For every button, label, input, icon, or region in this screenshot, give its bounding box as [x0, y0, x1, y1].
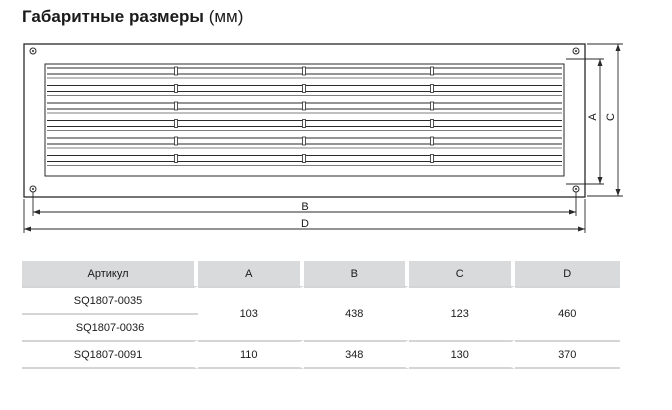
louvre-rib — [175, 85, 178, 93]
louvre-rib — [431, 120, 434, 128]
louvre-rib — [303, 155, 306, 163]
louvre-rib — [175, 155, 178, 163]
value-d: 370 — [515, 340, 621, 369]
dimension-label-c: C — [605, 113, 617, 121]
louvre-rib — [303, 137, 306, 145]
louvre-rib — [431, 155, 434, 163]
value-a: 110 — [198, 340, 304, 369]
header-c: C — [409, 261, 515, 286]
louvre-rib — [431, 67, 434, 75]
louvre-rib — [431, 85, 434, 93]
title-text: Габаритные размеры — [22, 7, 204, 26]
value-b: 348 — [304, 340, 410, 369]
title-unit: (мм) — [208, 7, 244, 26]
header-b: B — [304, 261, 410, 286]
dimension-label-a: A — [587, 113, 599, 121]
header-article: Артикул — [22, 261, 198, 286]
table-row — [22, 286, 620, 313]
louvre-rib — [175, 102, 178, 110]
article-cell: SQ1807-0091 — [22, 340, 198, 369]
value-a: 103 — [198, 286, 304, 340]
louvre-rib — [431, 137, 434, 145]
louvre-rib — [175, 120, 178, 128]
louvre-rib — [303, 102, 306, 110]
article-cell: SQ1807-0036 — [22, 313, 198, 340]
table-header-row — [22, 261, 620, 286]
value-c: 130 — [409, 340, 515, 369]
table-row — [22, 340, 620, 369]
dimensions-table — [22, 261, 620, 369]
header-d: D — [515, 261, 621, 286]
louvre-slats — [47, 67, 562, 166]
louvre-rib — [431, 102, 434, 110]
value-b: 438 — [304, 286, 410, 340]
value-c: 123 — [409, 286, 515, 340]
dimension-label-d: D — [301, 218, 309, 230]
louvre-rib — [303, 85, 306, 93]
louvre-rib — [303, 120, 306, 128]
value-d: 460 — [515, 286, 621, 340]
dimension-label-b: B — [301, 201, 309, 213]
article-cell: SQ1807-0035 — [22, 286, 198, 313]
louvre-rib — [175, 137, 178, 145]
louvre-rib — [175, 67, 178, 75]
header-a: A — [198, 261, 304, 286]
louvre-rib — [303, 67, 306, 75]
